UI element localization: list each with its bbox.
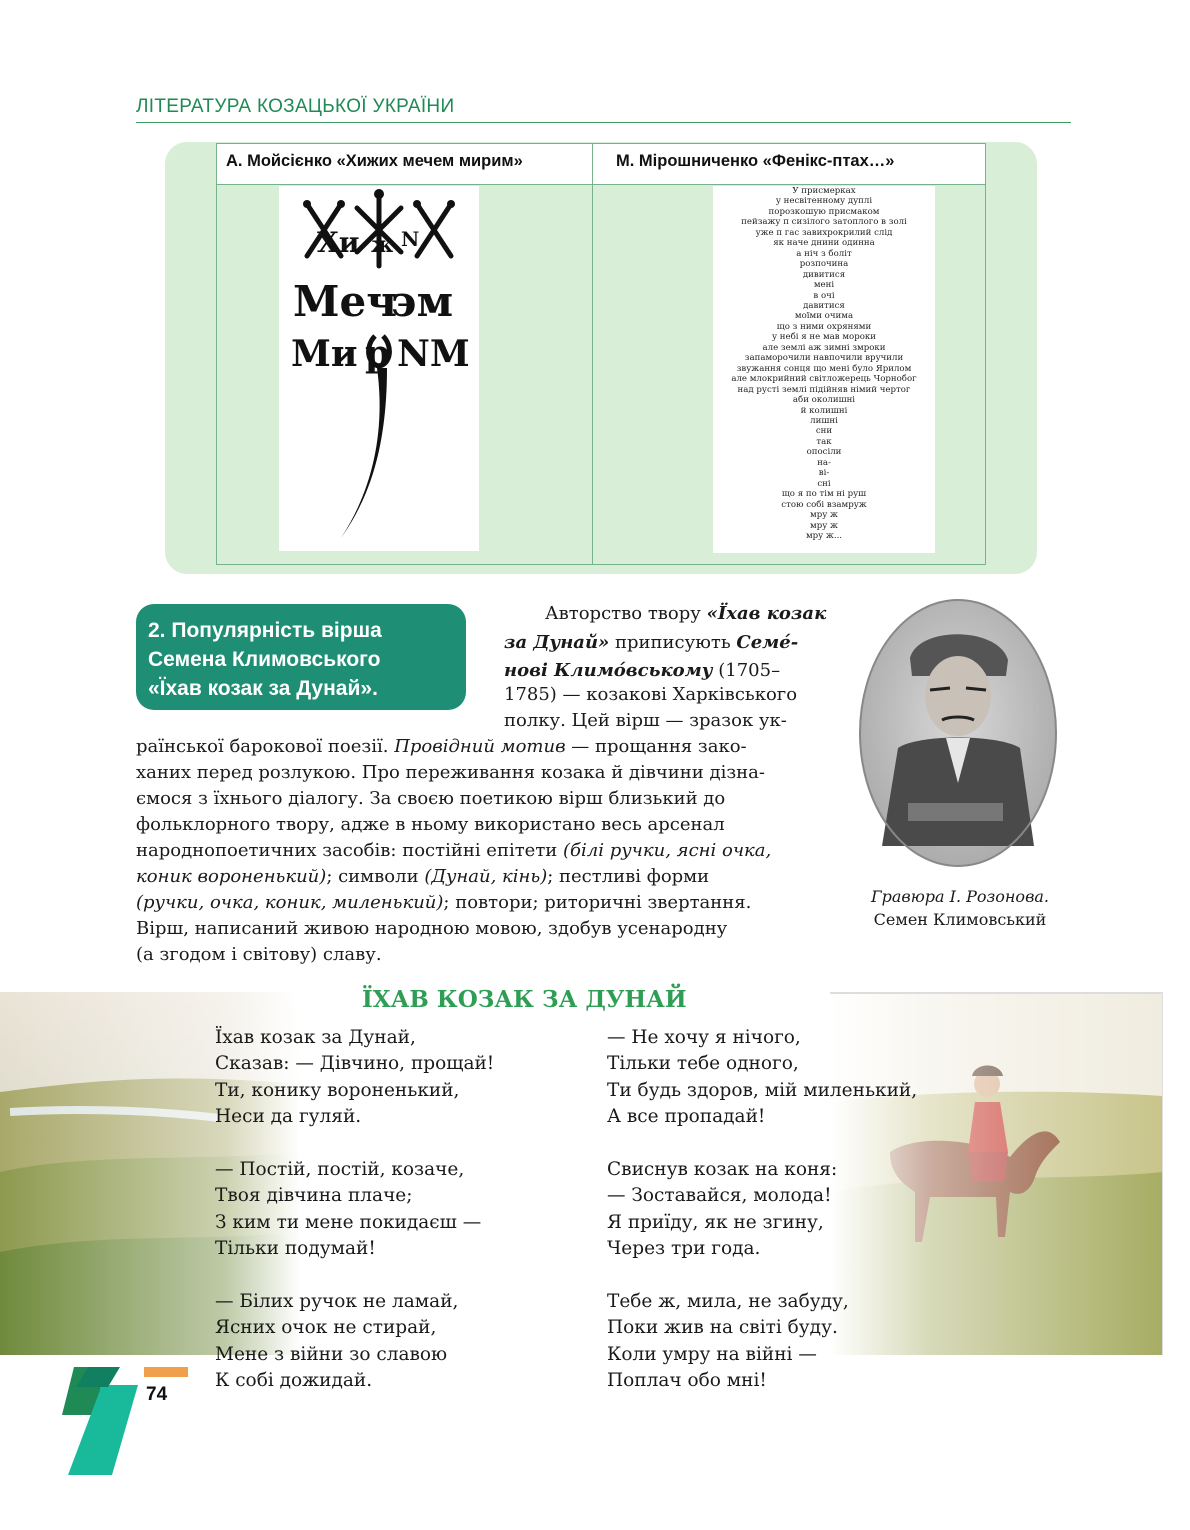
sword-figure-poem bbox=[279, 186, 479, 551]
poem-title: ЇХАВ КОЗАК ЗА ДУНАЙ bbox=[362, 986, 687, 1013]
author-name-emphasis: Семе́- bbox=[736, 632, 799, 653]
poem-line: Їхав козак за Дунай, bbox=[215, 1027, 416, 1048]
art-word-3b: р bbox=[365, 333, 391, 375]
text-span: приписують bbox=[609, 632, 737, 653]
art-word-2a: Меч bbox=[293, 277, 397, 326]
art-word-3c: NМ bbox=[397, 333, 470, 375]
paragraph-line-13: Вірш, написаний живою народною мовою, здобув усенародну bbox=[136, 918, 728, 939]
example-emphasis: (ручки, очка, коник, миленький) bbox=[136, 892, 444, 913]
portrait-caption-line2: Семен Климовський bbox=[873, 910, 1047, 929]
poem-line: Поки жив на світі буду. bbox=[607, 1317, 838, 1339]
page-corner-logo bbox=[60, 1367, 195, 1477]
paragraph-line-2 bbox=[504, 632, 798, 653]
poem-line: Тільки подумай! bbox=[215, 1238, 376, 1260]
col1-header: А. Мойсієнко «Хижих мечем мирим» bbox=[226, 152, 523, 170]
art-word-3a: Ми bbox=[291, 333, 358, 375]
art-word-1a: Хи bbox=[317, 226, 360, 259]
paragraph-line-4: 1785) — козакові Харківського bbox=[504, 684, 798, 705]
table-column-divider bbox=[592, 144, 593, 564]
portrait-engraving bbox=[858, 598, 1058, 868]
poem-title-emphasis: «Їхав козак bbox=[706, 603, 827, 624]
example-emphasis: (білі ручки, ясні очка, bbox=[563, 840, 772, 861]
poem-line: Твоя дівчина плаче; bbox=[215, 1185, 413, 1207]
steppe-cossack-illustration bbox=[0, 992, 1163, 1355]
author-name-emphasis: нові Климо́вському bbox=[504, 660, 713, 681]
poem-line: Тільки тебе одного, bbox=[607, 1053, 799, 1075]
col2-header: М. Мірошниченко «Фенікс-птах…» bbox=[616, 152, 895, 170]
example-emphasis: коник вороненький) bbox=[136, 866, 327, 887]
paragraph-line-12 bbox=[136, 892, 751, 913]
poem-line: Неси да гуляй. bbox=[215, 1106, 362, 1128]
page-number: 74 bbox=[146, 1384, 168, 1405]
running-header: ЛІТЕРАТУРА КОЗАЦЬКОЇ УКРАЇНИ bbox=[136, 96, 455, 117]
example-emphasis: (Дунай, кінь) bbox=[424, 866, 548, 887]
poem-line: Я приїду, як не згину, bbox=[607, 1211, 824, 1233]
text-span: — прощання зако- bbox=[565, 736, 747, 757]
paragraph-line-1 bbox=[545, 603, 826, 624]
section-heading-box bbox=[136, 604, 466, 710]
paragraph-line-7: ханих перед розлукою. Про переживання козака й дівчини дізна- bbox=[136, 762, 765, 783]
paragraph-line-11 bbox=[136, 866, 709, 887]
poem-line: А все пропадай! bbox=[607, 1106, 766, 1128]
poem-line: — Постій, постій, козаче, bbox=[215, 1159, 465, 1180]
poem-line: К собі дожидай. bbox=[215, 1370, 373, 1392]
sword-calligram-art bbox=[279, 186, 479, 551]
text-span: раїнської барокової поезії. bbox=[136, 736, 395, 757]
phoenix-figure-poem bbox=[713, 186, 935, 553]
figure-poetry-table bbox=[216, 143, 986, 565]
text-span: народнопоетичних засобів: постійні епітети bbox=[136, 840, 563, 861]
paragraph-line-6 bbox=[136, 736, 747, 757]
poem-line: Поплач обо мні! bbox=[607, 1370, 767, 1392]
header-rule bbox=[136, 122, 1071, 123]
paragraph-line-5: полку. Цей вірш — зразок ук- bbox=[504, 710, 787, 731]
poem-line: — Білих ручок не ламай, bbox=[215, 1291, 459, 1312]
poem-line: Коли умру на війні — bbox=[607, 1343, 817, 1365]
poem-line: Мене з війни зо славою bbox=[215, 1343, 448, 1365]
paragraph-line-3 bbox=[504, 660, 780, 681]
section-heading: 2. Популярність вірша Семена Климовського «Їхав козак за Дунай». bbox=[148, 619, 382, 700]
phoenix-poem-text: У присмерках у несвітенному дуплі порозкошую присмаком пейзажу п сизілого затоплого в золі уже п гас завихрокрилий слід як наче днини одинна а ніч з боліт розпочина дивитися мені в очі давитися моїми очима що з ними охрянями у небі я не мав мороки але землі аж зимні змроки запаморочили навпочили вручили звужання сонця що мені було Ярилом але млокрийний світложерець Чорнобог над русті землі підійняв німий чертог аби околишні й колишні лишні сни так опосіли на- ві- сні що я по тім ні руш стою собі взамруж мру ж мру ж мру ж... bbox=[731, 186, 917, 541]
paragraph-line-14: (а згодом і світову) славу. bbox=[136, 944, 382, 965]
poem-line: Свиснув козак на коня: bbox=[607, 1159, 838, 1180]
portrait-caption-line1: Гравюра І. Розонова. bbox=[871, 887, 1049, 906]
poem-title-emphasis: за Дунай» bbox=[504, 632, 610, 653]
poem-line: Ти будь здоров, мій миленький, bbox=[607, 1079, 918, 1101]
poem-line: Ясних очок не стирай, bbox=[215, 1317, 437, 1339]
text-span: (1705– bbox=[712, 660, 781, 681]
paragraph-line-10 bbox=[136, 840, 771, 861]
poem-line: Сказав: — Дівчино, прощай! bbox=[215, 1053, 495, 1075]
paragraph-line-8: ємося з їхнього діалогу. За своєю поетикою вірш близький до bbox=[136, 788, 726, 809]
text-span: Авторство твору bbox=[545, 603, 707, 624]
poem-line: Через три года. bbox=[607, 1238, 761, 1260]
poem-line: З ким ти мене покидаєш — bbox=[215, 1211, 482, 1233]
text-span: ; повтори; риторичні звертання. bbox=[443, 892, 752, 913]
term-emphasis: Провідний мотив bbox=[394, 736, 566, 757]
paragraph-line-9: фольклорного твору, адже в ньому використано весь арсенал bbox=[136, 814, 725, 835]
poem-line: — Не хочу я нічого, bbox=[607, 1027, 801, 1048]
poem-line: Тебе ж, мила, не забуду, bbox=[607, 1291, 849, 1312]
poem-line: Ти, конику вороненький, bbox=[215, 1079, 460, 1101]
text-span: ; символи bbox=[326, 866, 425, 887]
art-word-1b: ж bbox=[371, 232, 394, 258]
art-word-1c: N bbox=[401, 227, 420, 251]
art-word-2b: эм bbox=[391, 277, 454, 326]
text-span: ; пестливі форми bbox=[547, 866, 710, 887]
poem-line: — Зоставайся, молода! bbox=[607, 1185, 832, 1207]
